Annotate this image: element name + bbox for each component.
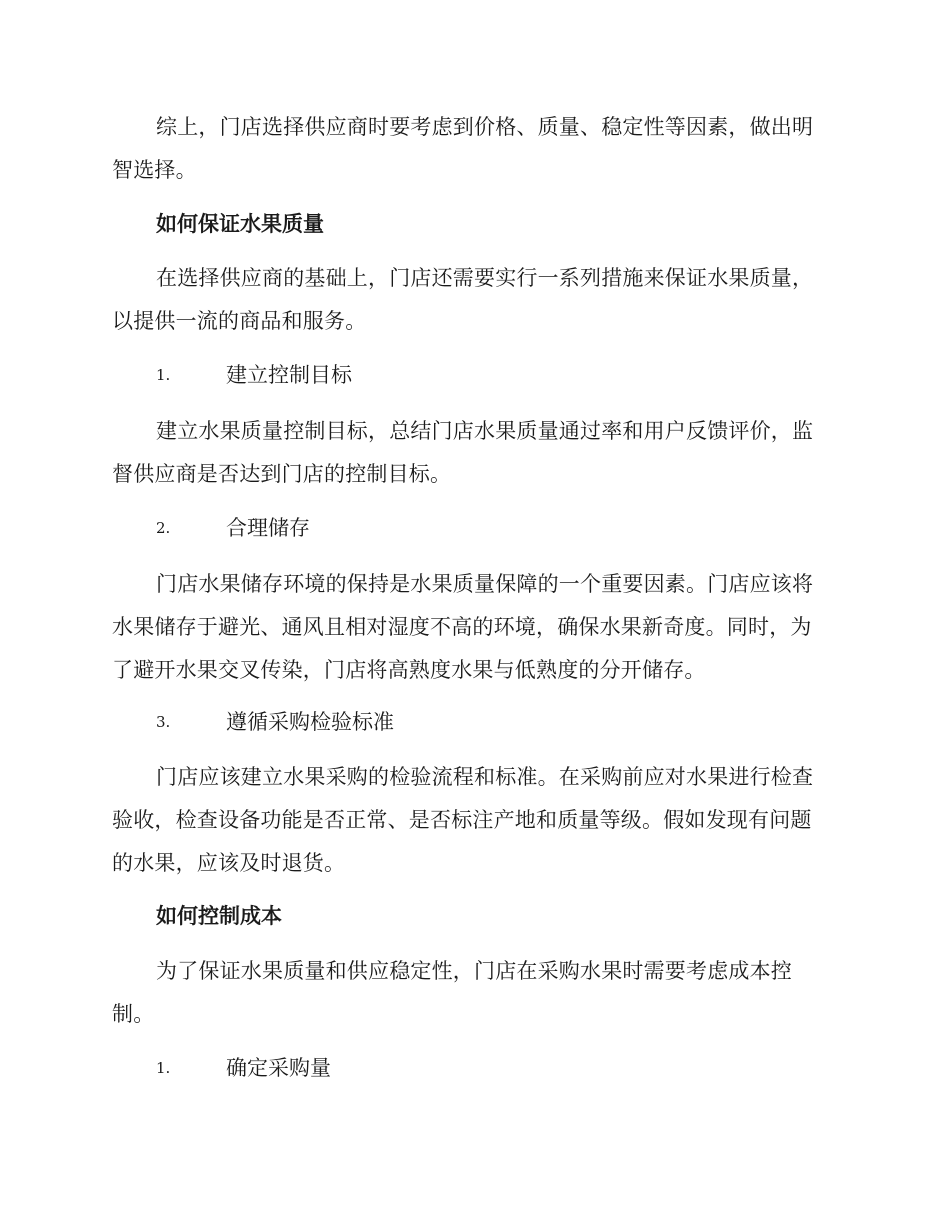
list-item-purchase-volume — [156, 1047, 331, 1090]
paragraph-inspection: 门店应该建立水果采购的检验流程和标准。在采购前应对水果进行检查验收，检查设备功能是否正常、是否标注产地和质量等级。假如发现有问题的水果，应该及时退货。 — [112, 765, 814, 875]
list-item-control-goal — [156, 354, 352, 397]
list-item-text: 建立控制目标 — [226, 363, 352, 387]
heading-cost-control: 如何控制成本 — [156, 903, 282, 928]
paragraph-quality-intro: 在选择供应商的基础上，门店还需要实行一系列措施来保证水果质量，以提供一流的商品和服务。 — [112, 266, 814, 333]
list-number: 2. — [156, 519, 171, 537]
heading-fruit-quality: 如何保证水果质量 — [156, 211, 324, 236]
list-item-text: 确定采购量 — [226, 1056, 331, 1080]
paragraph-control-goal: 建立水果质量控制目标，总结门店水果质量通过率和用户反馈评价，监督供应商是否达到门店的控制目标。 — [112, 419, 814, 486]
list-number: 1. — [156, 366, 171, 384]
list-item-text: 遵循采购检验标准 — [226, 710, 394, 734]
list-item-inspection — [156, 701, 394, 744]
paragraph-storage: 门店水果储存环境的保持是水果质量保障的一个重要因素。门店应该将水果储存于避光、通风且相对湿度不高的环境，确保水果新奇度。同时，为了避开水果交叉传染，门店将高熟度水果与低熟度的分开储存。 — [112, 572, 814, 682]
list-item-storage — [156, 507, 310, 550]
list-number: 3. — [156, 713, 171, 731]
list-number: 1. — [156, 1059, 171, 1077]
paragraph-summary: 综上，门店选择供应商时要考虑到价格、质量、稳定性等因素，做出明智选择。 — [112, 115, 814, 182]
paragraph-cost-intro: 为了保证水果质量和供应稳定性，门店在采购水果时需要考虑成本控制。 — [112, 959, 792, 1026]
list-item-text: 合理储存 — [226, 516, 310, 540]
